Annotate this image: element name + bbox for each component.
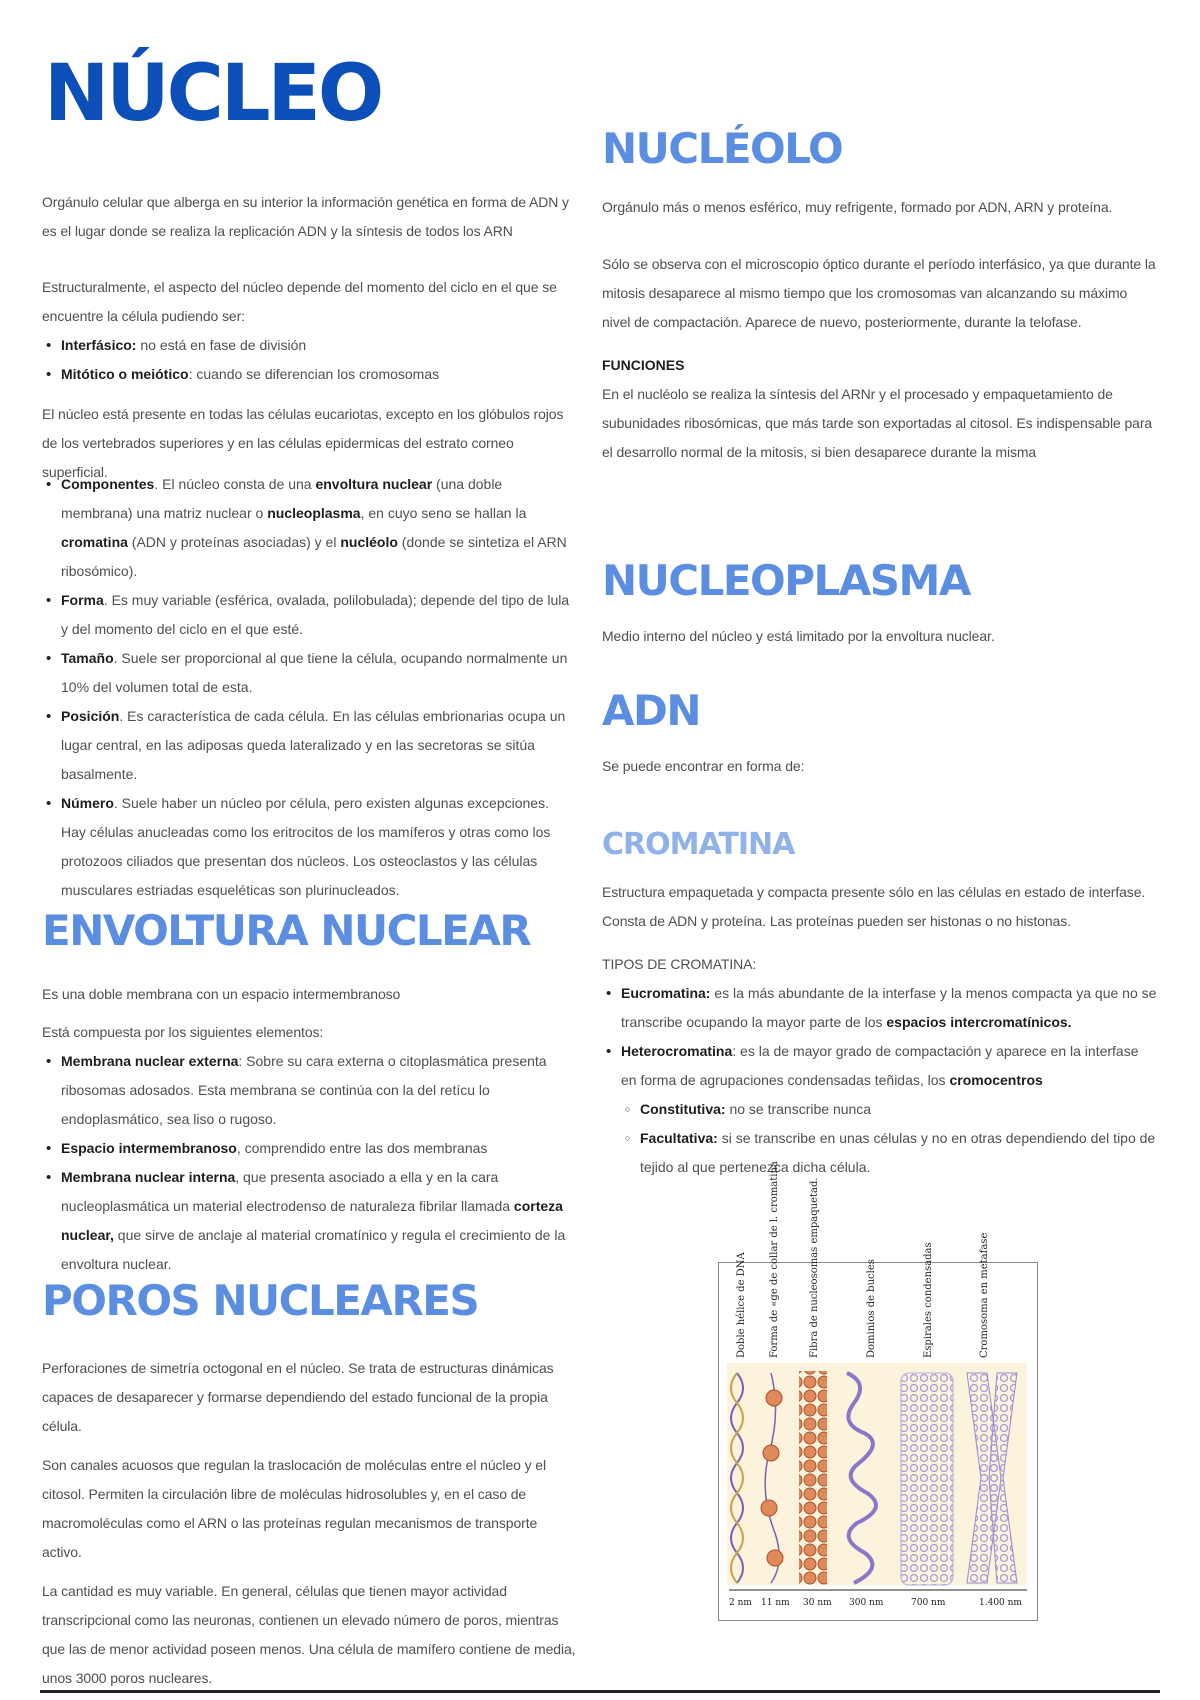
list-item: ○ Facultativa: si se transcribe en unas células y no en otras dependiendo del tipo de tejido al que pertenezca dicha célula. [621, 1124, 1157, 1182]
cromatina-paragraph: Estructura empaquetada y compacta presente sólo en las células en estado de interfase. Consta de ADN y proteína. Las proteínas pueden ser histonas o no histonas. [602, 884, 1146, 929]
list-item: ○ Constitutiva: no se transcribe nunca [621, 1095, 1157, 1124]
chromatin-compaction-figure [718, 1161, 1038, 1621]
nucleo-intro [42, 188, 577, 246]
section-title-adn: ADN [602, 686, 701, 735]
figure-label-4: Dominios de bucles [866, 1259, 877, 1358]
scale-label-4: 300 nm [849, 1598, 884, 1608]
scale-label-2: 11 nm [761, 1598, 790, 1608]
nucleoplasma-paragraph: Medio interno del núcleo y está limitado por la envoltura nuclear. [602, 628, 995, 644]
list-item: • Membrana nuclear externa: Sobre su cara externa o citoplasmática presenta ribosomas adosados. Esta membrana se continúa con la del retícu lo endoplasmático, sea liso o rugoso. [42, 1047, 577, 1134]
cromatina-list [602, 979, 1157, 1182]
nucleolo-paragraph-2: Sólo se observa con el microscopio óptico durante el período interfásico, ya que durante la mitosis desaparece al mismo tiempo que los cromosomas van alcanzando su máximo nivel de compactación. Aparece de nuevo, posteriormente, durante la telofase. [602, 256, 1156, 330]
list-item: • Membrana nuclear interna, que presenta asociado a ella y en la cara nucleoplasmática un material electrodenso de naturaleza fibrilar llamada corteza nuclear, que sirve de anclaje al material cromatínico y regula el crecimiento de la envoltura nuclear. [42, 1163, 577, 1279]
envoltura-list [42, 1047, 577, 1279]
poros-paragraph-1: Perforaciones de simetría octogonal en el núcleo. Se trata de estructuras dinámicas capaces de desaparecer y formarse dependiendo del estado funcional de la propia célula. [42, 1360, 554, 1434]
tipos-label: TIPOS DE CROMATINA: [602, 956, 757, 972]
figure-label-1: Doble hélice de DNA [736, 1252, 747, 1358]
funciones-label: FUNCIONES [602, 357, 685, 373]
list-item-numero: • Número. Suele haber un núcleo por célula, pero existen algunas excepciones. Hay células anucleadas como los eritrocitos de los mamíferos y otras como los protozoos ciliados que presentan dos núcleos. Los osteoclastos y las células musculares estriadas esqueléticas son plurinucleados. [42, 789, 572, 905]
funciones-paragraph: En el nucléolo se realiza la síntesis del ARNr y el procesado y empaquetamiento de subunidades ribosómicas, que más tarde son exportadas al citosol. Es indispensable para el desarrollo normal de la mitosis, si bien desaparece durante la misma [602, 386, 1153, 460]
list-item-componentes: • Componentes. El núcleo consta de una envoltura nuclear (una doble membrana) una matriz nuclear o nucleoplasma, en cuyo seno se hallan la cromatina (ADN y proteínas asociadas) y el nucléolo (donde se sintetiza el ARN ribosómico). [42, 470, 572, 586]
adn-section [602, 752, 1157, 781]
nucleo-features [42, 470, 572, 905]
poros-paragraph-3: La cantidad es muy variable. En general, células que tienen mayor actividad transcripcional como las neuronas, contienen un elevado número de poros, mientras que las de menor actividad poseen menos. Una célula de mamífero contiene de media, unos 3000 poros nucleares. [42, 1583, 576, 1686]
presence-paragraph: El núcleo está presente en todas las células eucariotas, excepto en los glóbulos rojos de los vertebrados superiores y en las células epidermicas del estrato corneo superficial. [42, 406, 564, 480]
list-item-posicion: • Posición. Es característica de cada célula. En las células embrionarias ocupa un lugar central, en las adiposas queda lateralizado y en las secretoras se sitúa basalmente. [42, 702, 572, 789]
page-title: NÚCLEO [44, 49, 382, 139]
scale-label-5: 700 nm [911, 1598, 946, 1608]
figure-label-6: Cromosoma en metafase [979, 1232, 990, 1358]
figure-label-5: Espirales condensadas [923, 1242, 934, 1358]
intro-paragraph-2: Estructuralmente, el aspecto del núcleo depende del momento del ciclo en el que se encuentre la célula pudiendo ser: [42, 279, 557, 324]
envoltura-paragraph-2: Está compuesta por los siguientes elementos: [42, 1024, 324, 1040]
cromatina-section [602, 878, 1157, 1182]
poros-section [42, 1354, 577, 1693]
section-title-poros: POROS NUCLEARES [42, 1276, 479, 1325]
nucleolo-paragraph-1: Orgánulo más o menos esférico, muy refrigente, formado por ADN, ARN y proteína. [602, 199, 1113, 215]
list-item-forma: • Forma. Es muy variable (esférica, ovalada, polilobulada); depende del tipo de lula y del momento del ciclo en el que esté. [42, 586, 572, 644]
nucleo-structure [42, 273, 582, 389]
nucleosome-fiber-stage [799, 1371, 827, 1585]
adn-paragraph: Se puede encontrar en forma de: [602, 758, 805, 774]
section-title-nucleoplasma: NUCLEOPLASMA [602, 556, 970, 605]
section-title-envoltura: ENVOLTURA NUCLEAR [42, 906, 531, 955]
list-item: • Interfásico: no está en fase de división [42, 331, 582, 360]
list-item: • Espacio intermembranoso, comprendido entre las dos membranas [42, 1134, 577, 1163]
section-title-nucleolo: NUCLÉOLO [602, 124, 843, 173]
nucleoplasma-section [602, 622, 1157, 651]
poros-paragraph-2: Son canales acuosos que regulan la traslocación de moléculas entre el núcleo y el citosol. Permiten la circulación libre de moléculas hidrosolubles y, en el caso de macromoléculas como el ARN o las proteínas regulan mecanismos de transporte activo. [42, 1457, 546, 1560]
nucleolo-section [602, 193, 1157, 467]
heterocromatina-sublist [621, 1095, 1157, 1182]
chromatin-diagram [719, 1161, 1037, 1620]
states-list [42, 331, 582, 389]
figure-label-3: Fibra de nucleosomas empaquetad. [809, 1177, 820, 1358]
bottom-divider [40, 1690, 1160, 1693]
figure-label-2: Forma de «ge de collar de l. cromatina [769, 1161, 780, 1358]
condensed-spirals-stage [901, 1373, 953, 1585]
envoltura-paragraph-1: Es una doble membrana con un espacio intermembranoso [42, 986, 401, 1002]
intro-paragraph-1: Orgánulo celular que alberga en su interior la información genética en forma de ADN y es el lugar donde se realiza la replicación ADN y la síntesis de todos los ARN [42, 194, 569, 239]
scale-label-1: 2 nm [729, 1598, 752, 1608]
envoltura-section [42, 980, 577, 1279]
list-item: • Eucromatina: es la más abundante de la interfase y la menos compacta ya que no se transcribe ocupando la mayor parte de los espacios intercromatínicos. [602, 979, 1157, 1037]
scale-label-6: 1.400 nm [979, 1598, 1022, 1608]
list-item-tamano: • Tamaño. Suele ser proporcional al que tiene la célula, ocupando normalmente un 10% del volumen total de esta. [42, 644, 572, 702]
list-item: • Heterocromatina: es la de mayor grado de compactación y aparece en la interfase en forma de agrupaciones condensadas teñidas, los cromocentros ○ Constitutiva: no se transcribe nunca ○ Facultativa: si se transcribe en unas células y no en otras dependiendo del tipo de tejido al que pertenezca dicha célula. [602, 1037, 1157, 1182]
scale-label-3: 30 nm [803, 1598, 832, 1608]
section-title-cromatina: CROMATINA [602, 827, 795, 862]
list-item: • Mitótico o meiótico: cuando se diferencian los cromosomas [42, 360, 582, 389]
features-list [42, 470, 572, 905]
